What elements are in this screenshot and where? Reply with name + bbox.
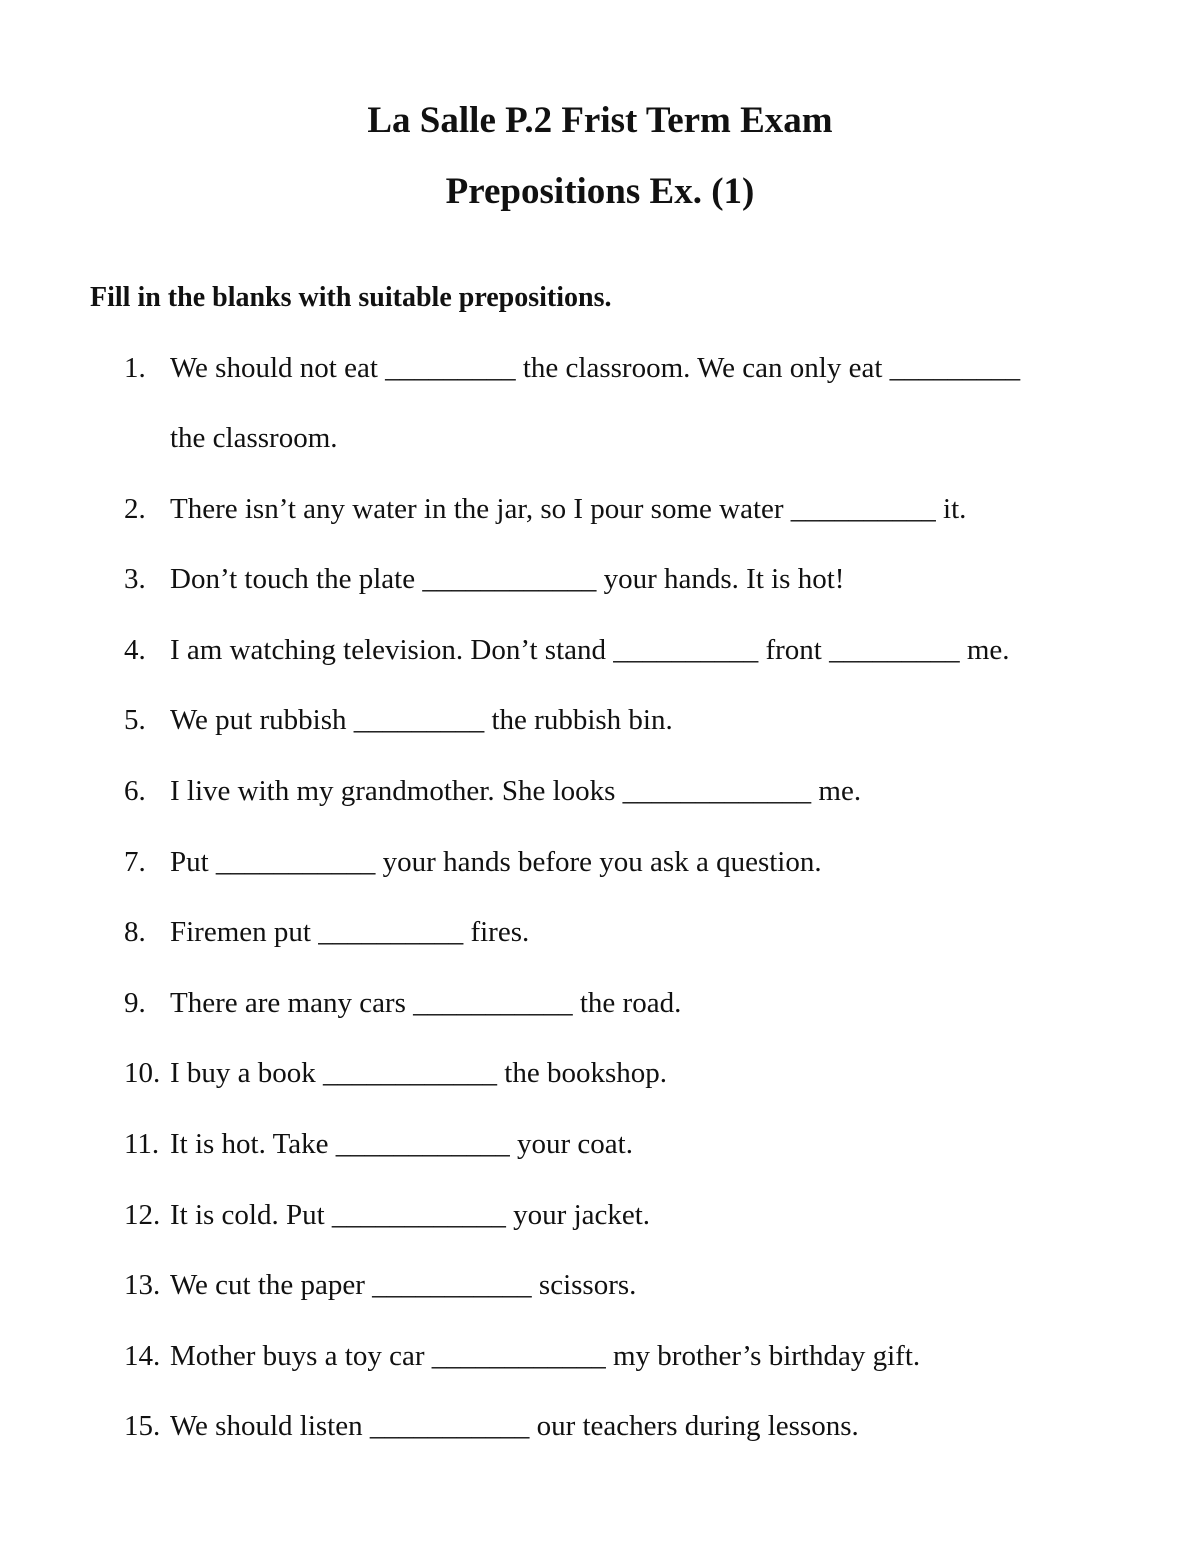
exam-title: La Salle P.2 Frist Term Exam (367, 100, 833, 141)
question-text: We should listen ___________ our teachers during lessons. (170, 1410, 859, 1442)
question-text: It is cold. Put ____________ your jacket. (170, 1199, 651, 1231)
question-number: 7. (124, 846, 146, 878)
question-number: 13. (124, 1269, 161, 1301)
question-text: Firemen put __________ fires. (170, 916, 530, 948)
question-text: Put ___________ your hands before you ask a question. (170, 846, 822, 878)
question-text: I am watching television. Don’t stand __________ front _________ me. (170, 634, 1010, 666)
question-number: 11. (124, 1128, 160, 1160)
instructions: Fill in the blanks with suitable prepositions. (90, 282, 612, 313)
question-text: Mother buys a toy car ____________ my brother’s birthday gift. (170, 1340, 921, 1372)
question-number: 1. (124, 352, 146, 384)
question-number: 4. (124, 634, 146, 666)
question-number: 6. (124, 775, 146, 807)
question-number: 12. (124, 1199, 161, 1231)
question-text: There are many cars ___________ the road. (170, 987, 682, 1019)
question-number: 5. (124, 704, 146, 736)
question-number: 14. (124, 1340, 161, 1372)
question-text: It is hot. Take ____________ your coat. (170, 1128, 633, 1160)
question-number: 2. (124, 493, 146, 525)
question-text: Don’t touch the plate ____________ your hands. It is hot! (170, 563, 845, 595)
question-text: We should not eat _________ the classroom. We can only eat _________ (170, 352, 1021, 384)
question-text: There isn’t any water in the jar, so I pour some water __________ it. (170, 493, 967, 525)
question-text: We cut the paper ___________ scissors. (170, 1269, 637, 1301)
question-number: 15. (124, 1410, 161, 1442)
question-number: 8. (124, 916, 146, 948)
question-text: I buy a book ____________ the bookshop. (170, 1057, 667, 1089)
question-text: We put rubbish _________ the rubbish bin. (170, 704, 673, 736)
question-text: I live with my grandmother. She looks _____________ me. (170, 775, 862, 807)
question-number: 9. (124, 987, 146, 1019)
question-number: 10. (124, 1057, 161, 1089)
exercise-title: Prepositions Ex. (1) (445, 171, 755, 212)
question-number: 3. (124, 563, 146, 595)
question-text-continuation: the classroom. (170, 422, 338, 454)
